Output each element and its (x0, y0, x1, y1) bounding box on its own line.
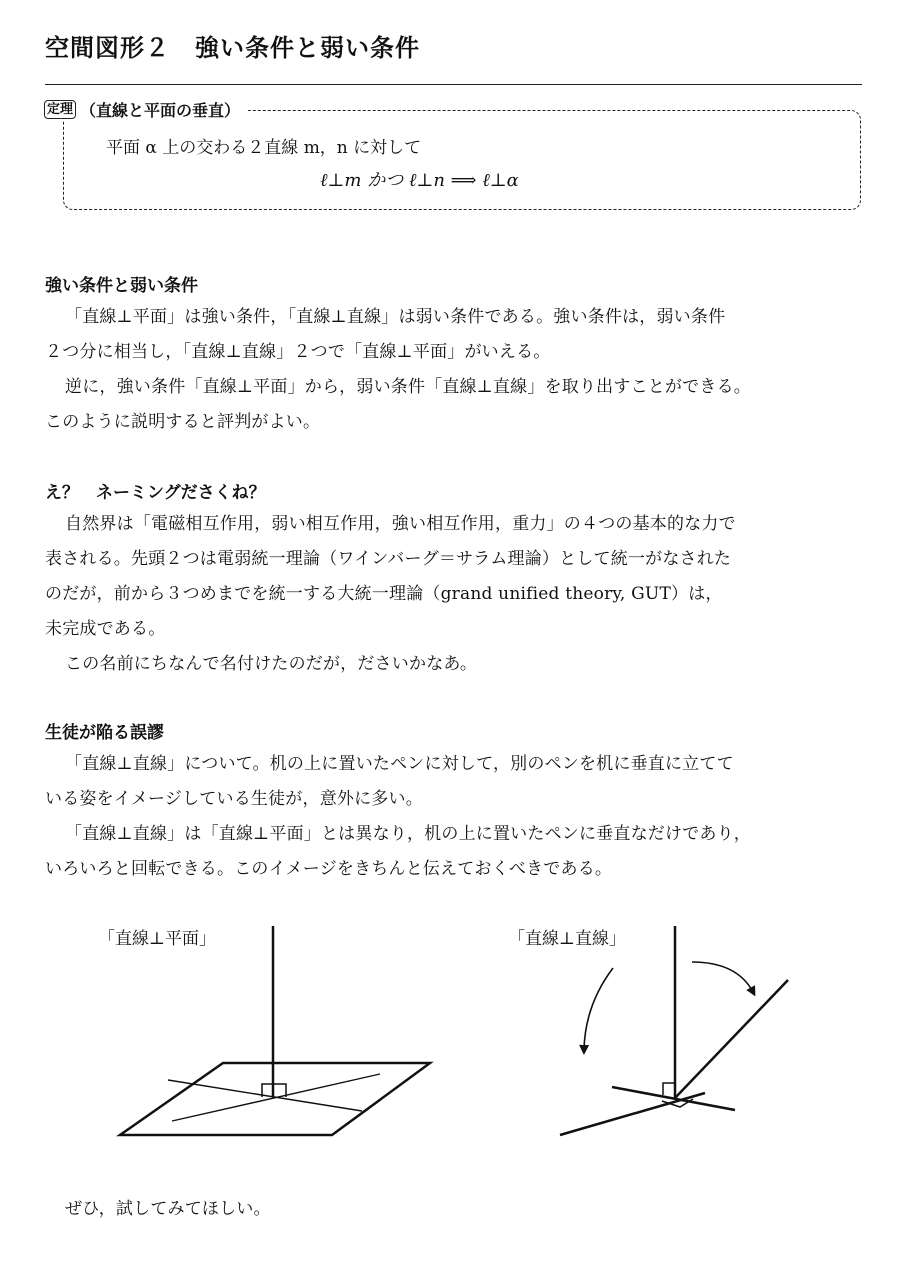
paragraph-line: 自然界は「電磁相互作用，弱い相互作用，強い相互作用，重力」の４つの基本的な力で (65, 514, 736, 534)
page-title: 空間図形２ 強い条件と弱い条件 (45, 34, 420, 62)
tilted-line (675, 980, 788, 1098)
theorem-statement: 平面 α 上の交わる２直線 m，n に対して (106, 138, 422, 158)
section-heading-naming: え？ ネーミングださくね？ (45, 483, 266, 503)
paragraph-line: この名前にちなんで名付けたのだが，ださいかなあ。 (65, 654, 478, 674)
paragraph-line: 表される。先頭２つは電弱統一理論（ワインバーグ＝サラム理論）として統一がなされた (45, 549, 732, 569)
paragraph-line: いる姿をイメージしている生徒が，意外に多い。 (45, 789, 423, 809)
figure-label-line-plane: 「直線⊥平面」 (98, 929, 216, 949)
theorem-badge: 定理 (44, 100, 76, 119)
plane-shape (120, 1063, 430, 1135)
paragraph-line: 「直線⊥直線」について。机の上に置いたペンに対して，別のペンを机に垂直に立てて (65, 754, 734, 774)
paragraph-line: 「直線⊥直線」は「直線⊥平面」とは異なり，机の上に置いたペンに垂直なだけであり， (65, 824, 751, 844)
right-angle-mark-upper (663, 1083, 674, 1095)
plane-line-2 (172, 1074, 380, 1121)
rotation-arrow-right (692, 962, 753, 992)
paragraph-line: 未完成である。 (45, 619, 166, 639)
figure-line-perpendicular-line (560, 926, 788, 1135)
figure-label-line-line: 「直線⊥直線」 (508, 929, 626, 949)
paragraph-line: 逆に，強い条件「直線⊥平面」から，弱い条件「直線⊥直線」を取り出すことができる。 (65, 377, 751, 397)
base-line-1 (612, 1087, 735, 1110)
section-heading-misconception: 生徒が陥る誤謬 (45, 723, 164, 743)
theorem-formula: ℓ⊥m かつ ℓ⊥n ⟹ ℓ⊥α (320, 170, 519, 191)
paragraph-line: ２つ分に相当し，「直線⊥直線」２つで「直線⊥平面」がいえる。 (45, 342, 551, 362)
paragraph-line: 「直線⊥平面」は強い条件，「直線⊥直線」は弱い条件である。強い条件は，弱い条件 (65, 307, 726, 327)
section-heading-strong-weak: 強い条件と弱い条件 (45, 276, 198, 296)
theorem-title: （直線と平面の垂直） (80, 101, 241, 120)
closing-text: ぜひ，試してみてほしい。 (65, 1199, 271, 1219)
paragraph-line: いろいろと回転できる。このイメージをきちんと伝えておくべきである。 (45, 859, 613, 879)
rotation-arrow-left (584, 968, 613, 1050)
figure-line-perpendicular-plane (120, 926, 430, 1135)
base-line-2 (560, 1093, 705, 1135)
paragraph-line: のだが，前から３つめまでを統一する大統一理論（grand unified theory, GUT）は， (45, 584, 723, 604)
paragraph-line: このように説明すると評判がよい。 (45, 412, 321, 432)
